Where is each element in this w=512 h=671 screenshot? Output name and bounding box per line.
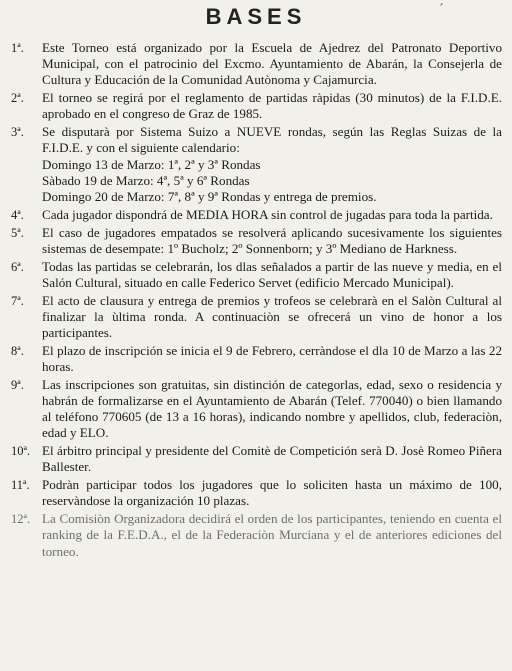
rule-body: El caso de jugadores empatados se resolverá aplicando sucesivamente los siguientes sistemas de desempate: 1º Bucholz; 2º Sonnenborn; y 3º Mediano de Harkness. [42, 224, 502, 256]
schedule-line: Sàbado 19 de Marzo: 4ª, 5ª y 6ª Rondas [42, 172, 250, 188]
rule-item [0, 343, 512, 375]
page-title: BASES [205, 4, 307, 29]
rule-number: 3ª. [11, 125, 24, 140]
rule-body: El árbitro principal y presidente del Comitè de Competición serà D. Josè Romeo Piñera Ballester. [42, 443, 502, 475]
rule-text [42, 343, 502, 375]
rule-body: Las inscripciones son gratuitas, sin distinción de categorlas, edad, sexo o residencia y habrán de formalizarse en el Ayuntamiento de Abarán (Telef. 770040) o bien llamando al teléfono 770605 (de 13 a 16 horas), indicando nombre y apellidos, club, federaciòn, edad y ELO. [42, 376, 502, 441]
rule-number: 2ª. [11, 91, 24, 106]
rule-item [0, 293, 512, 342]
rule-text [42, 90, 502, 122]
rule-item [0, 207, 512, 223]
rule-number: 4ª. [11, 207, 24, 222]
rule-text [42, 207, 502, 223]
rule-item [0, 124, 512, 205]
rule-number: 5ª. [11, 225, 24, 240]
rule-item [0, 90, 512, 122]
rule-text [42, 293, 502, 342]
rule-item [0, 377, 512, 442]
rule-body: Se disputarà por Sistema Suizo a NUEVE rondas, según las Reglas Suizas de la F.I.D.E. y con el siguiente calendario: [42, 124, 502, 156]
rule-body: Podràn participar todos los jugadores que lo soliciten hasta un máximo de 100, reservàndose la organización 10 plazas. [42, 477, 502, 509]
rule-text [42, 477, 502, 509]
rule-body: La Comisiòn Organizadora decidirá el orden de los participantes, teniendo en cuenta el ranking de la F.E.D.A., el de la Federaciòn Murciana y el de anteriores ediciones del torneo. [42, 511, 502, 559]
rule-text [42, 443, 502, 475]
rule-number: 8ª. [11, 343, 24, 358]
rule-text [42, 259, 502, 291]
rule-number: 7ª. [11, 293, 24, 308]
rule-item [0, 225, 512, 257]
rule-number: 1ª. [11, 41, 24, 55]
rule-text [42, 124, 502, 205]
schedule-line: Domingo 13 de Marzo: 1ª, 2ª y 3ª Rondas [42, 156, 261, 172]
rule-body: El plazo de inscripción se inicia el 9 de Febrero, cerràndose el dla 10 de Marzo a las 22 horas. [42, 342, 502, 375]
rule-number: 9ª. [11, 377, 24, 392]
rule-body: Este Torneo está organizado por la Escuela de Ajedrez del Patronato Deportivo Municipal, con el patrocinio del Excmo. Ayuntamiento de Abarán, la Consejerla de Cultura y Educación de la Comunidad Autònoma y Cajamurcia. [42, 40, 502, 88]
rule-text [42, 40, 502, 89]
rule-number: 12ª. [11, 512, 31, 527]
rule-item [0, 259, 512, 291]
rule-body: El acto de clausura y entrega de premios y trofeos se celebrarà en el Salòn Cultural al finalizar la ùltima ronda. A continuaciòn se ofrecerá un vino de honor a los participantes. [42, 292, 502, 341]
corner-mark: ´ [438, 2, 444, 16]
rule-body: El torneo se regirá por el reglamento de partidas ràpidas (30 minutos) de la F.I.D.E. aprobado en el congreso de Graz de 1985. [42, 90, 502, 122]
rule-text [42, 225, 502, 257]
rule-body: Cada jugador dispondrá de MEDIA HORA sin control de jugadas para toda la partida. [42, 206, 493, 222]
rule-body: Todas las partidas se celebrarán, los dlas señalados a partir de las nueve y media, en el Salón Cultural, situado en calle Federico Servet (edificio Mercado Municipal). [42, 258, 502, 290]
rule-item [0, 511, 512, 560]
rule-item [0, 443, 512, 475]
rule-number: 11ª. [11, 478, 30, 493]
rule-number: 6ª. [11, 259, 24, 274]
rules-list [0, 40, 512, 561]
rule-text [42, 377, 502, 442]
schedule-line: Domingo 20 de Marzo: 7ª, 8ª y 9ª Rondas y entrega de premios. [42, 189, 377, 205]
rule-text [42, 511, 502, 560]
rule-item [0, 40, 512, 89]
rule-number: 10ª. [11, 444, 31, 459]
rule-item [0, 477, 512, 509]
